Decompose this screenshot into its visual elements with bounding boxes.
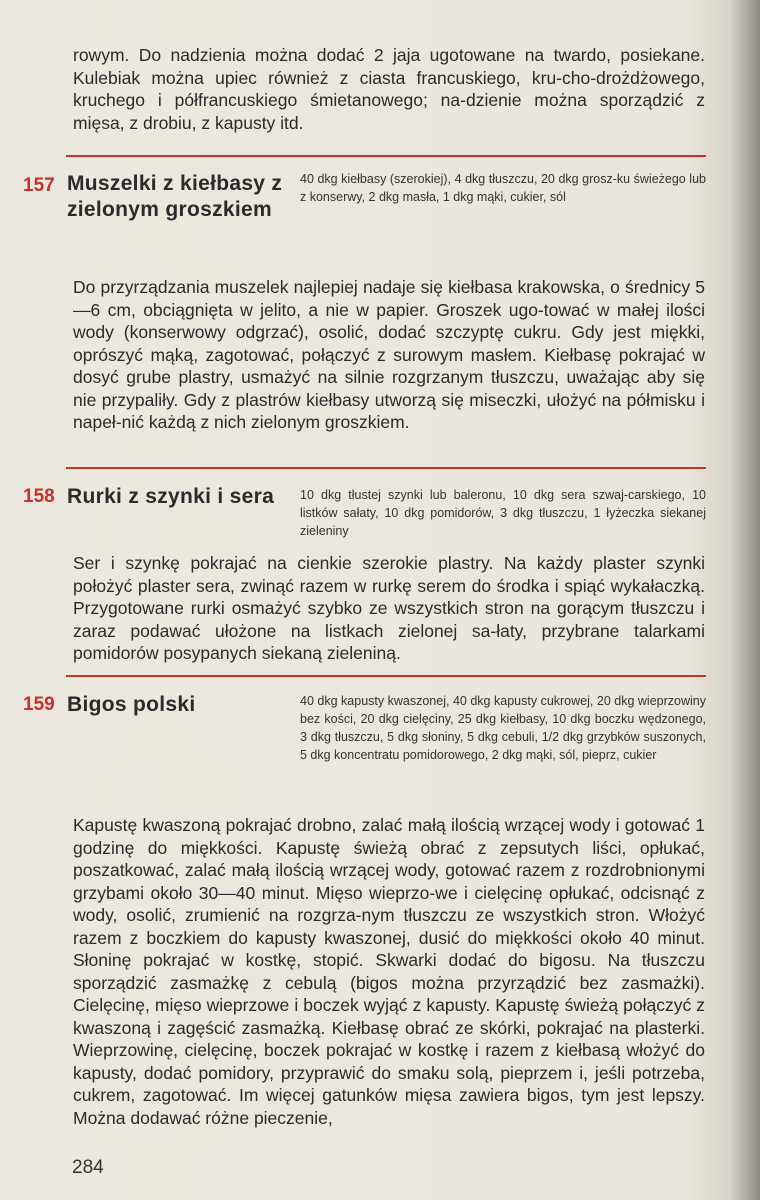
page-number: 284 xyxy=(72,1157,104,1178)
recipe-ingredients: 40 dkg kiełbasy (szerokiej), 4 dkg tłuszczu, 20 dkg grosz-ku świeżego lub z konserwy, 2 dkg masła, 1 dkg mąki, cukier, sól xyxy=(300,172,706,204)
recipe-title: Bigos polski xyxy=(67,693,196,716)
recipe-number: 159 xyxy=(23,694,55,715)
recipe-title: Muszelki z kiełbasy z zielonym groszkiem xyxy=(67,172,283,221)
recipe-instructions: Do przyrządzania muszelek najlepiej nadaje się kiełbasa krakowska, o średnicy 5—6 cm, obciągnięta w jelito, a nie w papier. Groszek ugo-tować w małej ilości wody (konserwowy odgrzać), osolić, dodać szczyptę cukru. Gdy jest miękki, oprószyć mąką, zagotować, połączyć z surowym masłem. Kiełbasę pokrajać w dosyć grube plastry, usmażyć na silnie rozgrzanym tłuszczu, uważając aby się nie przypaliły. Gdy z plastrów kiełbasy utworzą się miseczki, ułożyć na półmisku i napeł-nić każdą z nich zielonym groszkiem. xyxy=(73,277,705,432)
section-divider xyxy=(66,467,706,469)
recipe-number: 158 xyxy=(23,486,55,507)
recipe-ingredients: 40 dkg kapusty kwaszonej, 40 dkg kapusty cukrowej, 20 dkg wieprzowiny bez kości, 20 dkg cielęciny, 25 dkg kiełbasy, 10 dkg boczku wędzonego, 3 dkg tłuszczu, 5 dkg słoniny, 5 dkg cebuli, 1/2 dkg grzybków suszonych, 5 dkg koncentratu pomidorowego, 2 dkg mąki, sól, pieprz, cukier xyxy=(300,694,706,762)
recipe-number: 157 xyxy=(23,175,55,196)
recipe-instructions: Kapustę kwaszoną pokrajać drobno, zalać małą ilością wrzącej wody i gotować 1 godzinę do miękkości. Kapustę świeżą obrać z zepsutych liści, opłukać, poszatkować, zalać małą ilością wrzącej wody, gotować razem z rozdrobnionymi grzybami około 30—40 minut. Mięso wieprzo-we i cielęcinę opłukać, odcisnąć z wody, osolić, zrumienić na rozgrza-nym tłuszczu ze wszystkich stron. Włożyć razem z boczkiem do kapusty kwaszonej, dusić do miękkości około 40 minut. Słoninę pokrajać w kostkę, stopić. Skwarki dodać do bigosu. Na tłuszczu sporządzić zasmażkę z cebulą (bigos można przyrządzić bez zasmażki). Cielęcinę, mięso wieprzowe i boczek wyjąć z kapusty. Kapustę świeżą połączyć z kwaszoną i zagęścić zasmażką. Kiełbasę obrać ze skórki, pokrajać na plasterki. Wieprzowinę, cielęcinę, boczek pokrajać w kostkę i razem z kiełbasą włożyć do kapusty, dodać pomidory, przyprawić do smaku solą, pieprzem i, jeśli potrzeba, cukrem, zagotować. Im więcej gatunków mięsa zawiera bigos, tym jest lepszy. Można dodawać różne pieczenie, xyxy=(73,815,705,1128)
recipe-title: Rurki z szynki i sera xyxy=(67,485,275,508)
intro-paragraph: rowym. Do nadzienia można dodać 2 jaja ugotowane na twardo, posiekane. Kulebiak można upiec również z ciasta francuskiego, kru-cho-drożdżowego, kruchego i półfrancuskiego śmietanowego; na-dzienie można sporządzić z mięsa, z drobiu, z kapusty itd. xyxy=(73,45,705,133)
recipe-ingredients: 10 dkg tłustej szynki lub baleronu, 10 dkg sera szwaj-carskiego, 10 listków sałaty, 10 dkg pomidorów, 3 dkg tłuszczu, 1 łyżeczka siekanej zieleniny xyxy=(300,488,706,538)
section-divider xyxy=(66,675,706,677)
recipe-instructions: Ser i szynkę pokrajać na cienkie szerokie plastry. Na każdy plaster szynki położyć plaster sera, zwinąć razem w rurkę serem do środka i spiąć wykałaczką. Przygotowane rurki osmażyć szybko ze wszystkich stron na gorącym tłuszczu i zaraz podawać ułożone na listkach zielonej sa-łaty, przybrane talarkami pomidorów posypanych siekaną zieleniną. xyxy=(73,553,705,663)
section-divider xyxy=(66,155,706,157)
